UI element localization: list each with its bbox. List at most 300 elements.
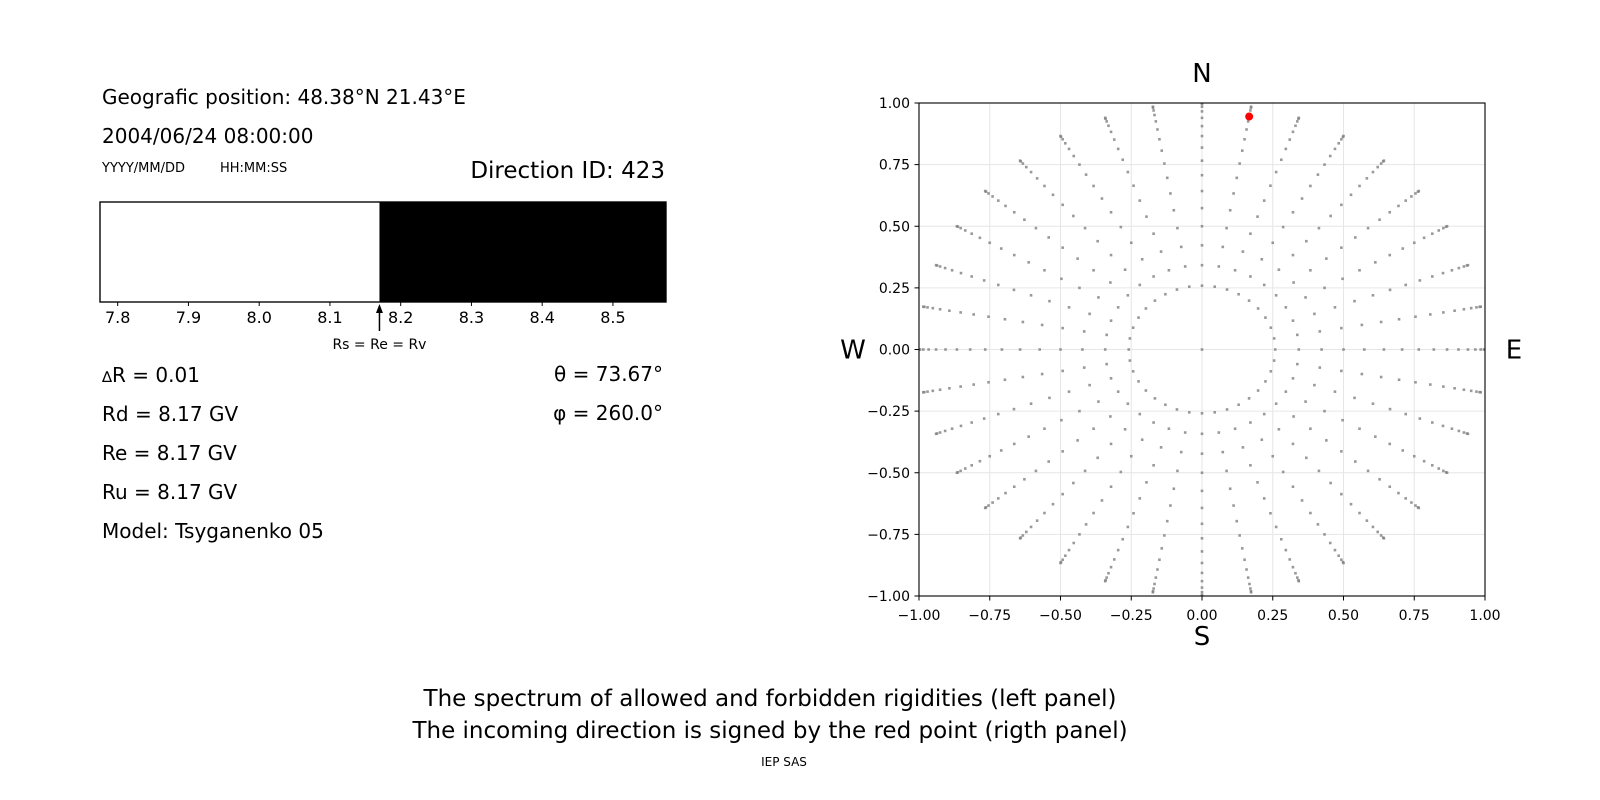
y-tick-label: 0.00 — [878, 342, 910, 359]
direction-dot — [1052, 503, 1055, 506]
direction-dot — [1249, 587, 1252, 590]
direction-dot — [1218, 431, 1221, 434]
direction-dot — [1043, 269, 1046, 272]
x-tick-label: 0.00 — [1186, 608, 1218, 624]
direction-dot — [1081, 348, 1084, 351]
direction-dot — [1035, 470, 1038, 473]
direction-dot — [1350, 503, 1353, 506]
y-tick-label: 0.75 — [878, 157, 910, 174]
direction-dot — [956, 471, 959, 474]
direction-dot — [1453, 387, 1456, 390]
direction-dot — [1166, 177, 1169, 180]
direction-dot — [1340, 204, 1343, 207]
direction-dot — [1013, 289, 1016, 292]
direction-dot — [959, 227, 962, 230]
compass-label-east: E — [1505, 335, 1523, 366]
direction-dot — [1160, 149, 1163, 152]
x-tick-label: 7.8 — [104, 308, 131, 327]
direction-dot — [1104, 580, 1107, 583]
direction-dot — [1242, 250, 1245, 253]
direction-dot — [1361, 373, 1364, 376]
direction-dot — [1238, 534, 1241, 537]
direction-dot — [970, 232, 973, 235]
direction-dot — [1041, 373, 1044, 376]
direction-dot — [1129, 337, 1132, 340]
direction-dot — [979, 236, 982, 239]
direction-dot — [1138, 199, 1141, 202]
direction-dot — [956, 348, 959, 351]
direction-dot — [1127, 294, 1130, 297]
direction-dot — [1092, 185, 1095, 188]
direction-dot — [1383, 537, 1386, 540]
direction-dot — [1429, 383, 1432, 386]
direction-dot — [1132, 512, 1135, 515]
direction-dot — [1451, 427, 1454, 430]
theta-label: θ = 73.67° — [554, 362, 663, 386]
direction-dot — [1372, 526, 1375, 529]
direction-dot — [1201, 591, 1204, 594]
direction-dot — [1084, 470, 1087, 473]
direction-dot — [1137, 316, 1140, 319]
direction-dot — [972, 313, 975, 316]
direction-dot — [1388, 443, 1391, 446]
x-tick-label: −0.50 — [1039, 608, 1082, 624]
direction-dot — [1022, 321, 1025, 324]
direction-dot — [1318, 227, 1321, 230]
direction-dot — [1309, 269, 1312, 272]
direction-dot — [1027, 435, 1030, 438]
direction-dot — [1374, 261, 1377, 264]
direction-dot — [1201, 490, 1204, 493]
direction-dot — [1463, 388, 1466, 391]
direction-dot — [1129, 359, 1132, 362]
direction-dot — [997, 199, 1000, 202]
direction-dot — [1249, 109, 1252, 112]
direction-dot — [1072, 482, 1075, 485]
direction-dot — [1169, 192, 1172, 195]
direction-dot — [1271, 455, 1274, 458]
direction-dot — [1104, 348, 1107, 351]
direction-dot — [1160, 547, 1163, 550]
direction-dot — [1145, 307, 1148, 310]
direction-dot — [1275, 294, 1278, 297]
x-tick-label: −1.00 — [897, 608, 941, 624]
direction-dot — [1155, 120, 1158, 123]
direction-dot — [1072, 215, 1075, 218]
x-tick-label: 8.4 — [529, 308, 555, 327]
direction-dot — [1342, 135, 1345, 138]
y-tick-label: −0.50 — [867, 465, 910, 482]
direction-dot — [1059, 135, 1062, 138]
direction-dot — [1036, 177, 1039, 180]
direction-dot — [1470, 390, 1473, 393]
direction-dot — [1141, 258, 1144, 261]
direction-dot — [1317, 173, 1320, 176]
direction-dot — [1274, 348, 1277, 351]
x-tick-label: −0.25 — [1109, 608, 1153, 624]
direction-dot — [1404, 284, 1407, 287]
direction-dot — [1023, 218, 1026, 221]
direction-dot — [1152, 591, 1155, 594]
direction-dot — [960, 425, 963, 428]
direction-dot — [1380, 321, 1383, 324]
direction-dot — [1124, 268, 1127, 271]
direction-dot — [1078, 533, 1081, 536]
direction-dot — [1367, 227, 1370, 230]
direction-dot — [987, 315, 990, 318]
direction-dot — [1121, 158, 1124, 161]
direction-dot — [1431, 275, 1434, 278]
direction-dot — [1107, 572, 1110, 575]
direction-dot — [1340, 493, 1343, 496]
direction-dot — [1429, 313, 1432, 316]
direction-dot — [1292, 211, 1295, 214]
direction-dot — [1414, 381, 1417, 384]
direction-dot — [1120, 471, 1123, 474]
direction-dot — [1313, 313, 1316, 316]
direction-dot — [1160, 446, 1163, 449]
direction-dot — [935, 264, 938, 267]
direction-dot — [1201, 348, 1204, 351]
direction-dot — [1110, 566, 1113, 569]
direction-dot — [1030, 402, 1033, 405]
direction-dot — [1110, 485, 1113, 488]
direction-dot — [1470, 307, 1473, 310]
direction-dot — [1463, 308, 1466, 311]
direction-dot — [1201, 586, 1204, 589]
x-tick-label: 8.2 — [387, 308, 414, 327]
direction-dot — [1201, 125, 1204, 128]
direction-dot — [1243, 558, 1246, 561]
direction-dot — [935, 433, 938, 436]
direction-dot — [1292, 254, 1295, 257]
direction-dot — [1358, 185, 1361, 188]
direction-dot — [1340, 558, 1343, 561]
direction-dot — [1234, 427, 1237, 430]
direction-dot — [1374, 435, 1377, 438]
direction-dot — [1047, 460, 1050, 463]
direction-dot — [1132, 370, 1135, 373]
direction-dot — [1313, 384, 1316, 387]
direction-dot — [1030, 294, 1033, 297]
direction-dot — [1060, 278, 1063, 281]
direction-dot — [1088, 313, 1091, 316]
direction-dot — [1340, 246, 1343, 249]
x-tick-label: 8.1 — [317, 308, 343, 327]
direction-dot — [1334, 306, 1337, 309]
direction-dot — [927, 348, 930, 351]
direction-dot — [1442, 311, 1445, 314]
direction-dot — [1156, 568, 1159, 571]
direction-dot — [959, 385, 962, 388]
direction-dot — [1431, 232, 1434, 235]
direction-dot — [1309, 427, 1312, 430]
direction-dot — [1004, 205, 1007, 208]
direction-dot — [1242, 446, 1245, 449]
direction-dot — [1180, 451, 1183, 454]
direction-dot — [1479, 305, 1482, 308]
direction-dot — [1201, 572, 1204, 575]
direction-dot — [1130, 455, 1133, 458]
rd-label: Rd = 8.17 GV — [102, 402, 239, 426]
direction-dot — [1092, 269, 1095, 272]
direction-dot — [1127, 402, 1130, 405]
direction-dot — [1419, 279, 1422, 282]
datetime-label: 2004/06/24 08:00:00 — [102, 124, 314, 148]
direction-dot — [1068, 549, 1071, 552]
direction-dot — [1479, 348, 1482, 351]
direction-dot — [1292, 566, 1295, 569]
direction-dot — [969, 348, 972, 351]
direction-dot — [1229, 209, 1232, 212]
direction-dot — [1088, 384, 1091, 387]
direction-dot — [1110, 211, 1113, 214]
direction-dot — [983, 279, 986, 282]
direction-dot — [1446, 348, 1449, 351]
direction-dot — [1241, 149, 1244, 152]
direction-dot — [948, 387, 951, 390]
direction-dot — [1305, 457, 1308, 460]
direction-dot — [1201, 507, 1204, 510]
direction-dot — [1249, 421, 1252, 424]
model-label: Model: Tsyganenko 05 — [102, 519, 324, 543]
direction-dot — [1419, 417, 1422, 420]
direction-dot — [1076, 257, 1079, 260]
direction-dot — [1273, 359, 1276, 362]
direction-dot — [960, 272, 963, 275]
direction-dot — [1096, 457, 1099, 460]
direction-dot — [1323, 410, 1326, 413]
direction-dot — [1154, 299, 1157, 302]
direction-dot — [1414, 504, 1417, 507]
direction-dot — [1048, 397, 1051, 400]
direction-dot — [1292, 319, 1295, 322]
direction-dot — [1085, 173, 1088, 176]
direction-dot — [1389, 289, 1392, 292]
direction-dot — [1025, 531, 1028, 534]
direction-dot — [1250, 591, 1253, 594]
direction-dot — [1467, 433, 1470, 436]
direction-dot — [1378, 218, 1381, 221]
direction-dot — [1004, 492, 1007, 495]
direction-dot — [1417, 507, 1420, 510]
direction-dot — [1285, 549, 1288, 552]
direction-dot — [1297, 348, 1300, 351]
direction-dot — [1188, 411, 1191, 414]
direction-dot — [1292, 485, 1295, 488]
direction-dot — [1354, 236, 1357, 239]
direction-dot — [1072, 542, 1075, 545]
direction-dot — [1201, 190, 1204, 193]
direction-dot — [1318, 470, 1321, 473]
direction-dot — [1225, 227, 1228, 230]
direction-dot — [988, 455, 991, 458]
direction-dot — [1329, 482, 1332, 485]
direction-dot — [1263, 199, 1266, 202]
direction-dot — [1160, 250, 1163, 253]
direction-dot — [1225, 470, 1228, 473]
direction-dot — [1479, 391, 1482, 394]
direction-dot — [1318, 330, 1321, 333]
direction-dot — [1105, 363, 1108, 366]
direction-dot — [1064, 142, 1067, 145]
direction-dot — [1342, 562, 1345, 565]
direction-dot — [1304, 296, 1307, 299]
direction-dot — [1105, 334, 1108, 337]
direction-dot — [1117, 390, 1120, 393]
direction-dot — [922, 305, 925, 308]
direction-dot — [1145, 389, 1148, 392]
direction-dot — [944, 430, 947, 433]
direction-dot — [1109, 281, 1112, 284]
direction-dot — [1275, 402, 1278, 405]
direction-dot — [1043, 185, 1046, 188]
direction-dot — [987, 504, 990, 507]
direction-dot — [997, 497, 1000, 500]
direction-dot — [1474, 348, 1477, 351]
direction-dot — [1278, 428, 1281, 431]
direction-dot — [1025, 166, 1028, 169]
direction-dot — [1301, 197, 1304, 200]
direction-dot — [1380, 376, 1383, 379]
direction-dot — [1263, 284, 1266, 287]
y-tick-label: −0.25 — [867, 404, 910, 421]
boundary-arrow-label: Rs = Re = Rv — [332, 337, 427, 353]
direction-dot — [1104, 117, 1107, 120]
direction-dot — [1334, 390, 1337, 393]
direction-dot — [1250, 105, 1253, 108]
direction-dot — [1076, 439, 1079, 442]
direction-dot — [964, 467, 967, 470]
direction-dot — [1061, 138, 1064, 141]
direction-dot — [926, 390, 929, 393]
direction-dot — [1078, 287, 1081, 290]
direction-dot — [1221, 451, 1224, 454]
direction-dot — [1201, 284, 1204, 287]
direction-dot — [1467, 264, 1470, 267]
direction-dot — [1154, 397, 1157, 400]
direction-dot — [1467, 348, 1470, 351]
direction-dot — [1113, 558, 1116, 561]
direction-dot — [1041, 324, 1044, 327]
spectrum-chart — [90, 195, 690, 360]
direction-dot — [1323, 163, 1326, 166]
direction-dot — [1113, 138, 1116, 141]
direction-dot — [1437, 229, 1440, 232]
direction-dot — [1201, 537, 1204, 540]
direction-dot — [1030, 526, 1033, 529]
direction-dot — [1453, 309, 1456, 312]
direction-dot — [948, 309, 951, 312]
direction-dot — [1061, 493, 1064, 496]
x-tick-label: 8.0 — [246, 308, 272, 327]
direction-dot — [1158, 558, 1161, 561]
direction-dot — [1475, 306, 1478, 309]
direction-dot — [931, 390, 934, 393]
direction-dot — [1176, 288, 1179, 291]
direction-dot — [1404, 497, 1407, 500]
direction-dot — [1013, 254, 1016, 257]
direction-dot — [951, 427, 954, 430]
direction-dot — [1475, 390, 1478, 393]
direction-dot — [1110, 131, 1113, 134]
direction-dot — [1388, 254, 1391, 257]
direction-dot — [1127, 171, 1130, 174]
direction-dot — [959, 470, 962, 473]
direction-dot — [1292, 415, 1295, 418]
direction-dot — [1201, 433, 1204, 436]
direction-dot — [1451, 269, 1454, 272]
direction-dot — [1152, 421, 1155, 424]
direction-dot — [1388, 485, 1391, 488]
direction-dot — [1013, 408, 1016, 411]
direction-dot — [1372, 171, 1375, 174]
direction-dot — [1337, 554, 1340, 557]
compass-label-south: S — [1193, 622, 1211, 652]
direction-dot — [1285, 390, 1288, 393]
delta-symbol: ∆ — [102, 368, 113, 386]
x-tick-label: 0.25 — [1257, 608, 1289, 624]
direction-dot — [1164, 403, 1167, 406]
direction-dot — [1152, 105, 1155, 108]
direction-dot — [1184, 265, 1187, 268]
direction-dot — [1237, 403, 1240, 406]
direction-dot — [997, 413, 1000, 416]
direction-dot — [1446, 471, 1449, 474]
direction-dot — [1296, 576, 1299, 579]
direction-dot — [939, 388, 942, 391]
direction-dot — [1092, 512, 1095, 515]
direction-dot — [1275, 526, 1278, 529]
direction-dot — [1292, 377, 1295, 380]
direction-dot — [1226, 408, 1229, 411]
direction-dot — [1137, 380, 1140, 383]
direction-dot — [1341, 419, 1344, 422]
x-tick-label: −0.75 — [968, 608, 1012, 624]
direction-dot — [1245, 128, 1248, 131]
delta-r-value: R = 0.01 — [112, 363, 200, 387]
direction-dot — [1169, 504, 1172, 507]
direction-dot — [1305, 240, 1308, 243]
direction-dot — [979, 460, 982, 463]
direction-dot — [1061, 370, 1064, 373]
direction-dot — [1164, 293, 1167, 296]
direction-dot — [1249, 275, 1252, 278]
direction-dot — [1296, 363, 1299, 366]
direction-dot — [1201, 523, 1204, 526]
direction-dot — [1463, 431, 1466, 434]
direction-dot — [1358, 427, 1361, 430]
direction-dot — [1275, 171, 1278, 174]
x-tick-label: 0.50 — [1327, 608, 1360, 624]
direction-dot — [1358, 512, 1361, 515]
direction-dot — [1107, 124, 1110, 127]
direction-dot — [1414, 315, 1417, 318]
direction-dot — [1163, 162, 1166, 165]
direction-dot — [1022, 376, 1025, 379]
direction-dot — [1323, 287, 1326, 290]
direction-dot — [991, 501, 994, 504]
direction-dot — [1366, 177, 1369, 180]
direction-dot — [1238, 162, 1241, 165]
direction-dot — [1458, 267, 1461, 270]
direction-dot — [1145, 481, 1148, 484]
direction-dot — [1201, 412, 1204, 415]
direction-dot — [1078, 163, 1081, 166]
direction-dot — [1068, 306, 1071, 309]
ru-label: Ru = 8.17 GV — [102, 480, 238, 504]
direction-dot — [1354, 460, 1357, 463]
